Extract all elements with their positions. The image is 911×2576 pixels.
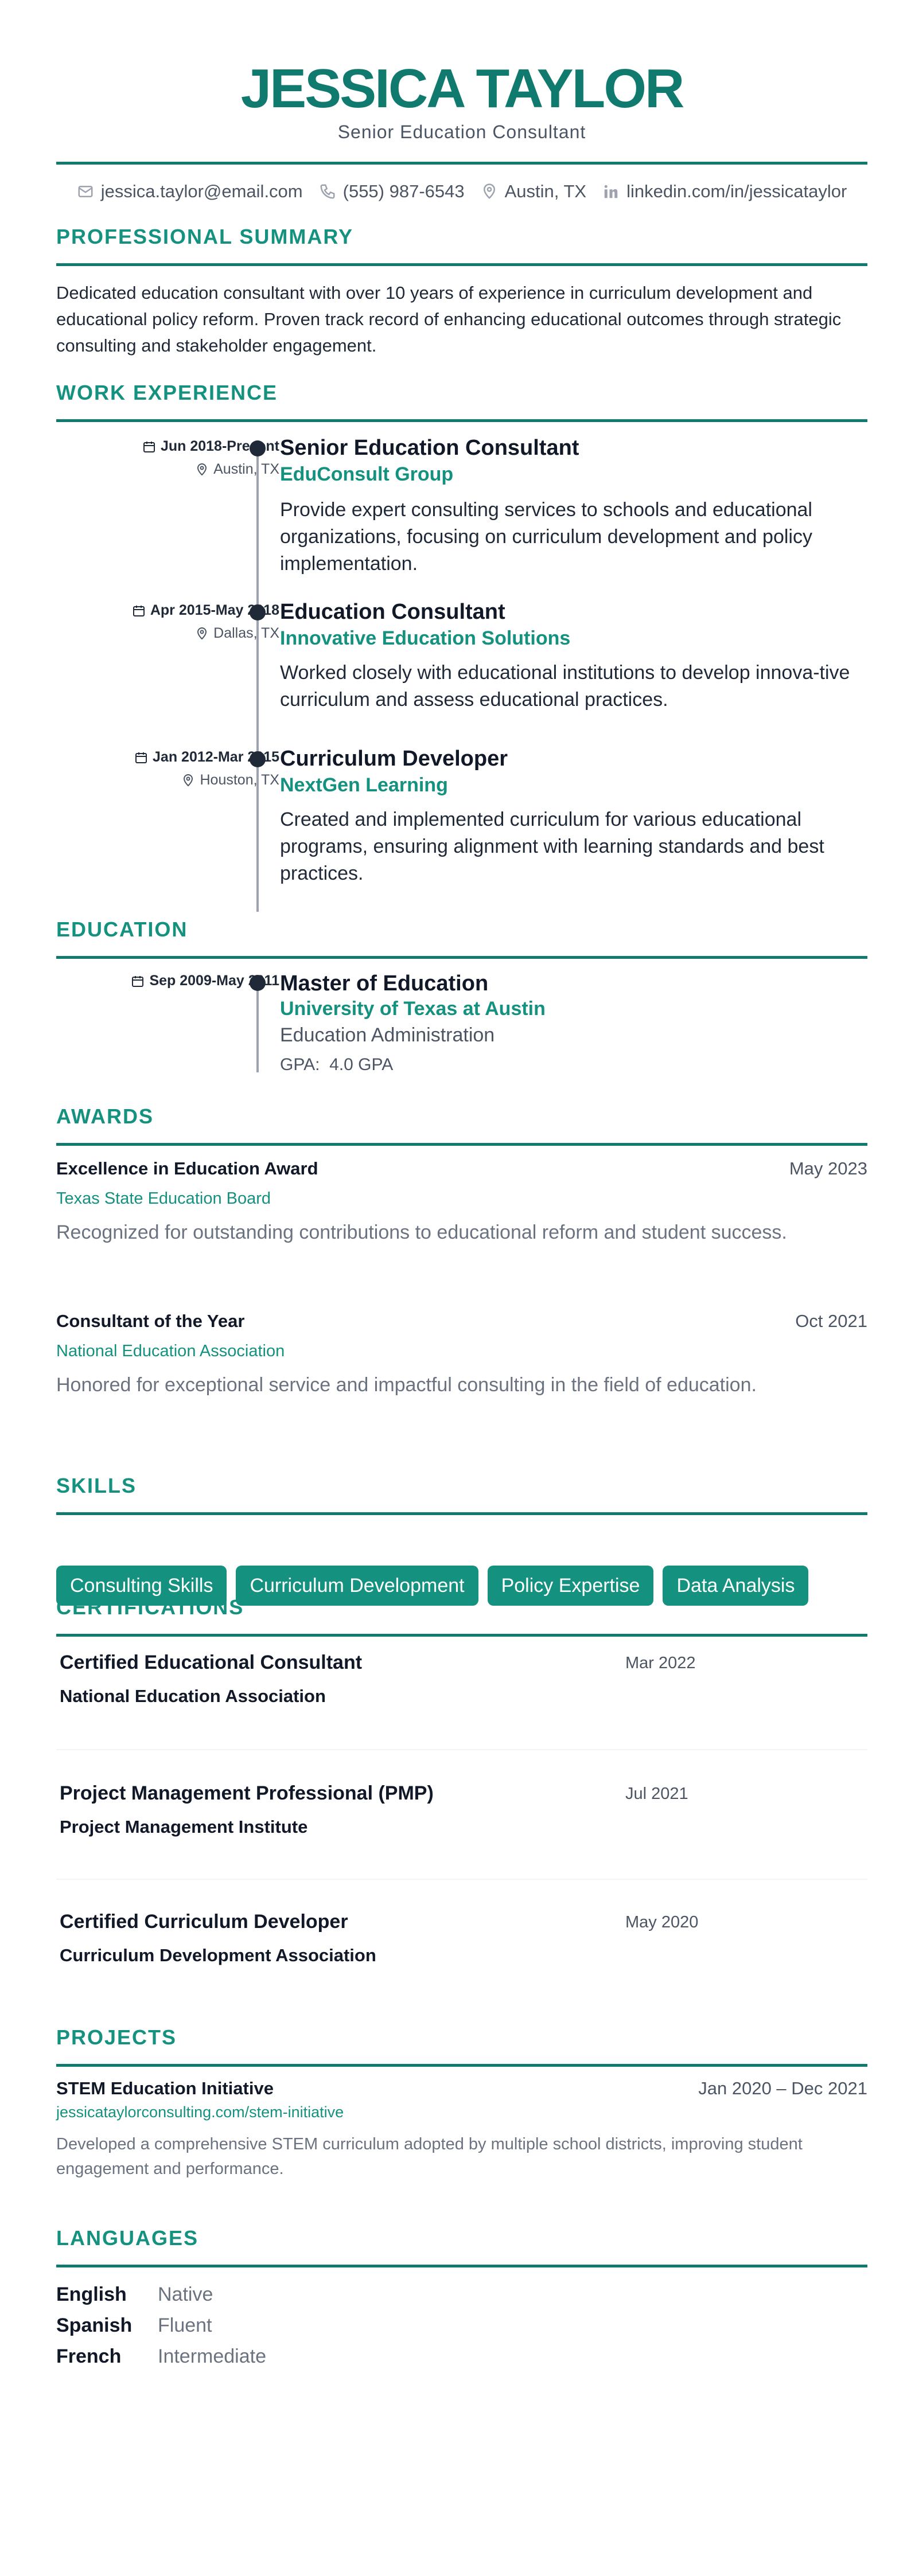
job-company: EduConsult Group bbox=[280, 463, 454, 485]
gpa-label: GPA: bbox=[280, 1055, 320, 1074]
certification-name: Project Management Professional (PMP) bbox=[60, 1782, 434, 1804]
job-description: Worked closely with educational institutions to develop innova-tive curriculum and assess educational practices. bbox=[280, 662, 850, 711]
map-pin-icon bbox=[481, 183, 498, 200]
resume-content bbox=[56, 0, 867, 2576]
calendar-icon bbox=[134, 751, 148, 764]
job-company: Innovative Education Solutions bbox=[280, 627, 571, 649]
job-title: Curriculum Developer bbox=[280, 747, 508, 771]
education-gpa bbox=[280, 1055, 393, 1075]
project-name: STEM Education Initiative bbox=[56, 2078, 274, 2098]
email-text: jessica.taylor@email.com bbox=[100, 181, 303, 201]
calendar-icon bbox=[142, 440, 156, 454]
projects-divider bbox=[56, 2064, 867, 2067]
certifications-divider bbox=[56, 1634, 867, 1637]
awards-heading: AWARDS bbox=[56, 1104, 154, 1128]
experience-divider bbox=[56, 419, 867, 422]
calendar-icon bbox=[131, 974, 145, 988]
job-dates bbox=[132, 602, 279, 619]
certification-name: Certified Curriculum Developer bbox=[60, 1911, 348, 1933]
job-dates bbox=[134, 749, 279, 766]
certification-date: Jul 2021 bbox=[625, 1785, 688, 1803]
experience-timeline-line bbox=[256, 447, 259, 912]
linkedin-icon bbox=[602, 183, 620, 200]
envelope-icon bbox=[77, 183, 94, 200]
job-location bbox=[195, 461, 279, 478]
job-dates-text: Jun 2018-Present bbox=[160, 438, 279, 454]
skills-heading: SKILLS bbox=[56, 1474, 137, 1497]
map-pin-icon bbox=[181, 774, 195, 787]
summary-divider bbox=[56, 263, 867, 266]
projects-heading: PROJECTS bbox=[56, 2025, 177, 2049]
job-location-text: Austin, TX bbox=[213, 461, 279, 477]
job-location-text: Dallas, TX bbox=[213, 625, 279, 641]
certification-issuer: National Education Association bbox=[60, 1686, 326, 1706]
award-name: Excellence in Education Award bbox=[56, 1158, 318, 1178]
certification-issuer: Curriculum Development Association bbox=[60, 1945, 376, 1965]
job-dates-text: Jan 2012-Mar 2015 bbox=[153, 749, 279, 765]
award-name: Consultant of the Year bbox=[56, 1311, 245, 1331]
project-link[interactable]: jessicataylorconsulting.com/stem-initiative bbox=[56, 2103, 344, 2121]
certification-divider bbox=[56, 1749, 867, 1750]
education-dates-text: Sep 2009-May 2011 bbox=[149, 973, 279, 989]
award-date: May 2023 bbox=[789, 1158, 867, 1178]
skill-tag: Consulting Skills bbox=[56, 1566, 227, 1606]
job-description: Created and implemented curriculum for various educational programs, ensuring alignment with learning standards and best practices. bbox=[280, 809, 824, 884]
job-title: Senior Education Consultant bbox=[280, 436, 579, 460]
education-field: Education Administration bbox=[280, 1024, 495, 1046]
education-dates bbox=[131, 973, 279, 989]
job-location bbox=[181, 772, 279, 789]
project-dates: Jan 2020 – Dec 2021 bbox=[698, 2078, 867, 2098]
contact-linkedin[interactable] bbox=[602, 181, 847, 202]
skill-tag: Data Analysis bbox=[663, 1566, 808, 1606]
gpa-value: 4.0 GPA bbox=[329, 1055, 394, 1074]
award-description: Honored for exceptional service and impactful consulting in the field of education. bbox=[56, 1374, 757, 1396]
certification-issuer: Project Management Institute bbox=[60, 1817, 308, 1837]
language-level: Native bbox=[158, 2284, 213, 2305]
contact-email[interactable] bbox=[77, 181, 303, 202]
skill-tag: Policy Expertise bbox=[488, 1566, 654, 1606]
education-timeline-line bbox=[256, 986, 259, 1072]
map-pin-icon bbox=[195, 463, 209, 477]
award-issuer: National Education Association bbox=[56, 1342, 285, 1360]
awards-divider bbox=[56, 1143, 867, 1146]
language-name: French bbox=[56, 2345, 122, 2367]
job-location bbox=[195, 625, 279, 642]
skill-tag: Curriculum Development bbox=[236, 1566, 478, 1606]
job-location-text: Houston, TX bbox=[200, 772, 279, 788]
language-level: Intermediate bbox=[158, 2345, 266, 2367]
language-level: Fluent bbox=[158, 2315, 212, 2336]
job-dates bbox=[142, 438, 279, 455]
candidate-name: JESSICA TAYLOR bbox=[240, 58, 683, 119]
calendar-icon bbox=[132, 604, 146, 618]
award-issuer: Texas State Education Board bbox=[56, 1189, 271, 1208]
map-pin-icon bbox=[195, 627, 209, 641]
summary-text: Dedicated education consultant with over 10 years of experience in curriculum development and educational policy reform. Proven track record of enhancing educational outcomes through strategic consulting and stakeholder engagement. bbox=[56, 283, 842, 356]
award-description: Recognized for outstanding contributions to educational reform and student success. bbox=[56, 1221, 787, 1243]
certification-divider bbox=[56, 1879, 867, 1880]
certification-date: Mar 2022 bbox=[625, 1654, 696, 1672]
languages-heading: LANGUAGES bbox=[56, 2226, 199, 2250]
contact-location bbox=[481, 181, 586, 202]
certification-name: Certified Educational Consultant bbox=[60, 1652, 363, 1673]
phone-text: (555) 987-6543 bbox=[342, 181, 465, 201]
job-company: NextGen Learning bbox=[280, 774, 448, 796]
phone-icon bbox=[319, 183, 336, 200]
language-name: Spanish bbox=[56, 2315, 133, 2336]
languages-divider bbox=[56, 2265, 867, 2267]
linkedin-text: linkedin.com/in/jessicataylor bbox=[626, 181, 847, 201]
education-degree: Master of Education bbox=[280, 971, 489, 996]
job-title: Education Consultant bbox=[280, 600, 505, 624]
header-divider bbox=[56, 162, 867, 165]
candidate-title: Senior Education Consultant bbox=[337, 122, 586, 142]
experience-heading: WORK EXPERIENCE bbox=[56, 381, 278, 404]
project-description: Developed a comprehensive STEM curriculum adopted by multiple school districts, improving student engagement and performance. bbox=[56, 2135, 803, 2178]
education-divider bbox=[56, 956, 867, 959]
certifications-heading: CERTIFICATIONS bbox=[56, 1595, 244, 1619]
contact-phone[interactable] bbox=[319, 181, 465, 202]
education-heading: EDUCATION bbox=[56, 918, 188, 941]
certification-date: May 2020 bbox=[625, 1913, 699, 1931]
summary-heading: PROFESSIONAL SUMMARY bbox=[56, 225, 354, 248]
job-dates-text: Apr 2015-May 2018 bbox=[150, 602, 279, 618]
award-date: Oct 2021 bbox=[795, 1311, 867, 1331]
location-text: Austin, TX bbox=[504, 181, 587, 201]
contact-bar bbox=[56, 179, 867, 204]
skills-divider bbox=[56, 1512, 867, 1515]
language-name: English bbox=[56, 2284, 127, 2305]
education-school: University of Texas at Austin bbox=[280, 998, 546, 1020]
job-description: Provide expert consulting services to schools and educational organizations, focusing on curriculum development and policy implementation. bbox=[280, 499, 812, 575]
